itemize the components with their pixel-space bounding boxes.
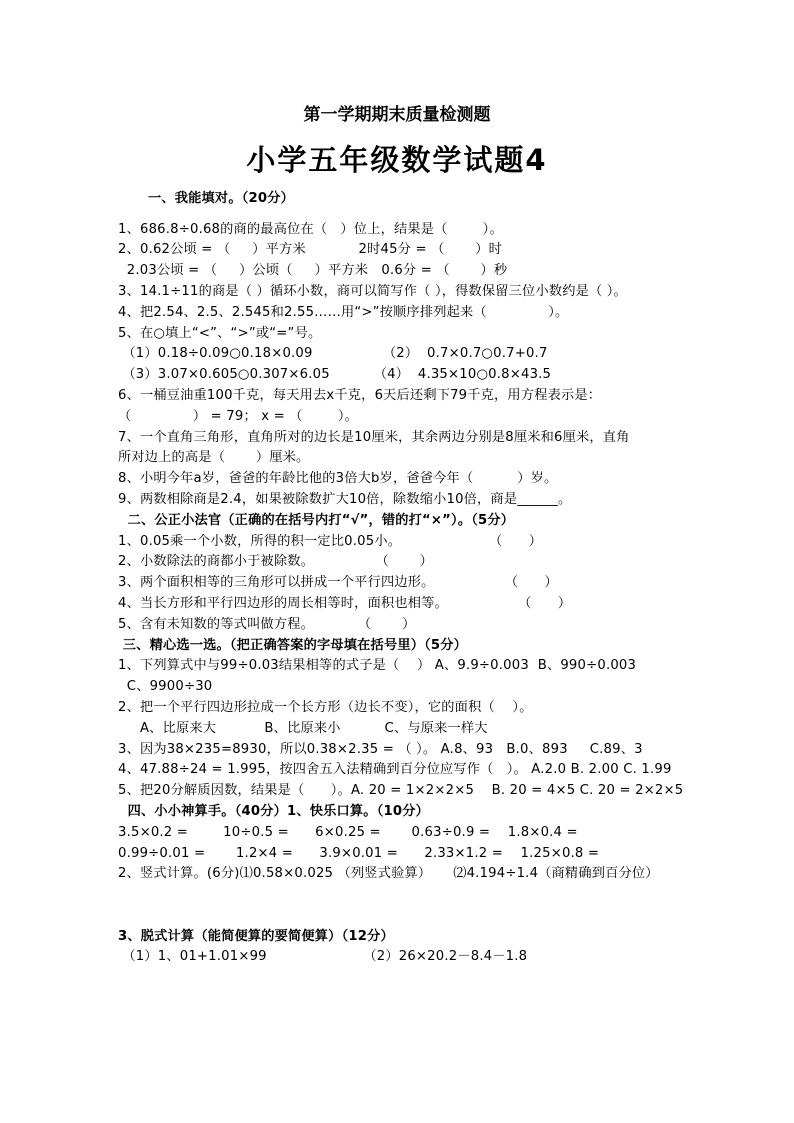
question-line: 2、把一个平行四边形拉成一个长方形（边长不变），它的面积（ ）。 bbox=[118, 700, 533, 715]
question-line: 4、47.88÷24 = 1.995，按四舍五入法精确到百分位应写作（ ）。 A.2.0 B. 2.00 C. 1.99 bbox=[118, 762, 672, 777]
section-4-heading: 四、小小神算手。（40分）1、快乐口算。（10分） bbox=[118, 804, 430, 819]
question-line: 7、一个直角三角形，直角所对的边长是10厘米，其余两边分别是8厘米和6厘米，直角 bbox=[118, 430, 630, 445]
question-line: 2、小数除法的商都小于被除数。 （ ） bbox=[118, 554, 434, 569]
question-line: 0.99÷0.01 = 1.2×4 = 3.9×0.01 = 2.33×1.2 = 1.25×0.8 = bbox=[118, 846, 600, 861]
question-line: 1、下列算式中与99÷0.03结果相等的式子是（ ） A、9.9÷0.003 B、990÷0.003 bbox=[118, 658, 637, 673]
question-line: 3.5×0.2 = 10÷0.5 = 6×0.25 = 0.63÷0.9 = 1.8×0.4 = bbox=[118, 825, 578, 840]
question-line: 2、竖式计算。(6分)⑴0.58×0.025 （列竖式验算） ⑵4.194÷1.4（商精确到百分位） bbox=[118, 866, 659, 881]
question-line: 5、把20分解质因数，结果是（ ）。A. 20 = 1×2×2×5 B. 20 = 4×5 C. 20 = 2×2×5 bbox=[118, 783, 684, 798]
question-line: 4、当长方形和平行四边形的周长相等时，面积也相等。 （ ） bbox=[118, 596, 572, 611]
question-line: （1）1、01+1.01×99 （2）26×20.2－8.4－1.8 bbox=[118, 949, 528, 964]
question-line: 所对边上的高是（ ）厘米。 bbox=[118, 450, 310, 465]
section-1-heading: 一、我能填对。（20分） bbox=[148, 191, 295, 206]
section-5-heading: 3、脱式计算（能简便算的要简便算）（12分） bbox=[118, 929, 394, 944]
question-line: 1、686.8÷0.68的商的最高位在（ ）位上，结果是（ ）。 bbox=[118, 222, 503, 237]
question-line: 6、一桶豆油重100千克，每天用去x千克，6天后还剩下79千克，用方程表示是： bbox=[118, 388, 602, 403]
section-3-heading: 三、精心选一选。（把正确答案的字母填在括号里）（5分） bbox=[118, 638, 468, 653]
question-line: （ ） = 79； x = （ ）。 bbox=[118, 409, 358, 424]
question-line: 1、0.05乘一个小数，所得的积一定比0.05小。 （ ） bbox=[118, 534, 543, 549]
question-line: 3、14.1÷11的商是（ ）循环小数，商可以简写作（ ），得数保留三位小数约是（ ）。 bbox=[118, 284, 627, 299]
question-line: 4、把2.54、2.5、2.545和2.55……用“>”按顺序排列起来（ ）。 bbox=[118, 305, 569, 320]
question-line: 3、因为38×235=8930，所以0.38×2.35 = （ ）。 A.8、93 B.0、893 C.89、3 bbox=[118, 742, 643, 757]
question-line: 5、在○填上“<”、“>”或“=”号。 bbox=[118, 326, 322, 341]
question-line: 5、含有未知数的等式叫做方程。 （ ） bbox=[118, 617, 416, 632]
question-line: （1）0.18÷0.09○0.18×0.09 （2） 0.7×0.7○0.7+0.7 bbox=[118, 346, 548, 361]
exam-title: 小学五年级数学试题4 bbox=[246, 143, 548, 177]
question-line: 9、两数相除商是2.4，如果被除数扩大10倍，除数缩小10倍，商是______。 bbox=[118, 492, 572, 507]
section-2-heading: 二、公正小法官（正确的在括号内打“√”，错的打“×”）。（5分） bbox=[118, 513, 515, 528]
question-line: 3、两个面积相等的三角形可以拼成一个平行四边形。 （ ） bbox=[118, 575, 558, 590]
question-line: 8、小明今年a岁，爸爸的年龄比他的3倍大b岁，爸爸今年（ ）岁。 bbox=[118, 471, 558, 486]
question-line: （3）3.07×0.605○0.307×6.05 （4） 4.35×10○0.8×43.5 bbox=[118, 367, 552, 382]
question-line: A、比原来大 B、比原来小 C、与原来一样大 bbox=[118, 721, 488, 736]
question-line: C、9900÷30 bbox=[118, 679, 213, 694]
question-line: 2.03公顷 = （ ）公顷（ ）平方米 0.6分 = （ ）秒 bbox=[118, 263, 508, 278]
question-line: 2、0.62公顷 = （ ）平方米 2时45分 = （ ）时 bbox=[118, 242, 503, 257]
exam-subtitle: 第一学期期末质量检测题 bbox=[303, 105, 491, 125]
